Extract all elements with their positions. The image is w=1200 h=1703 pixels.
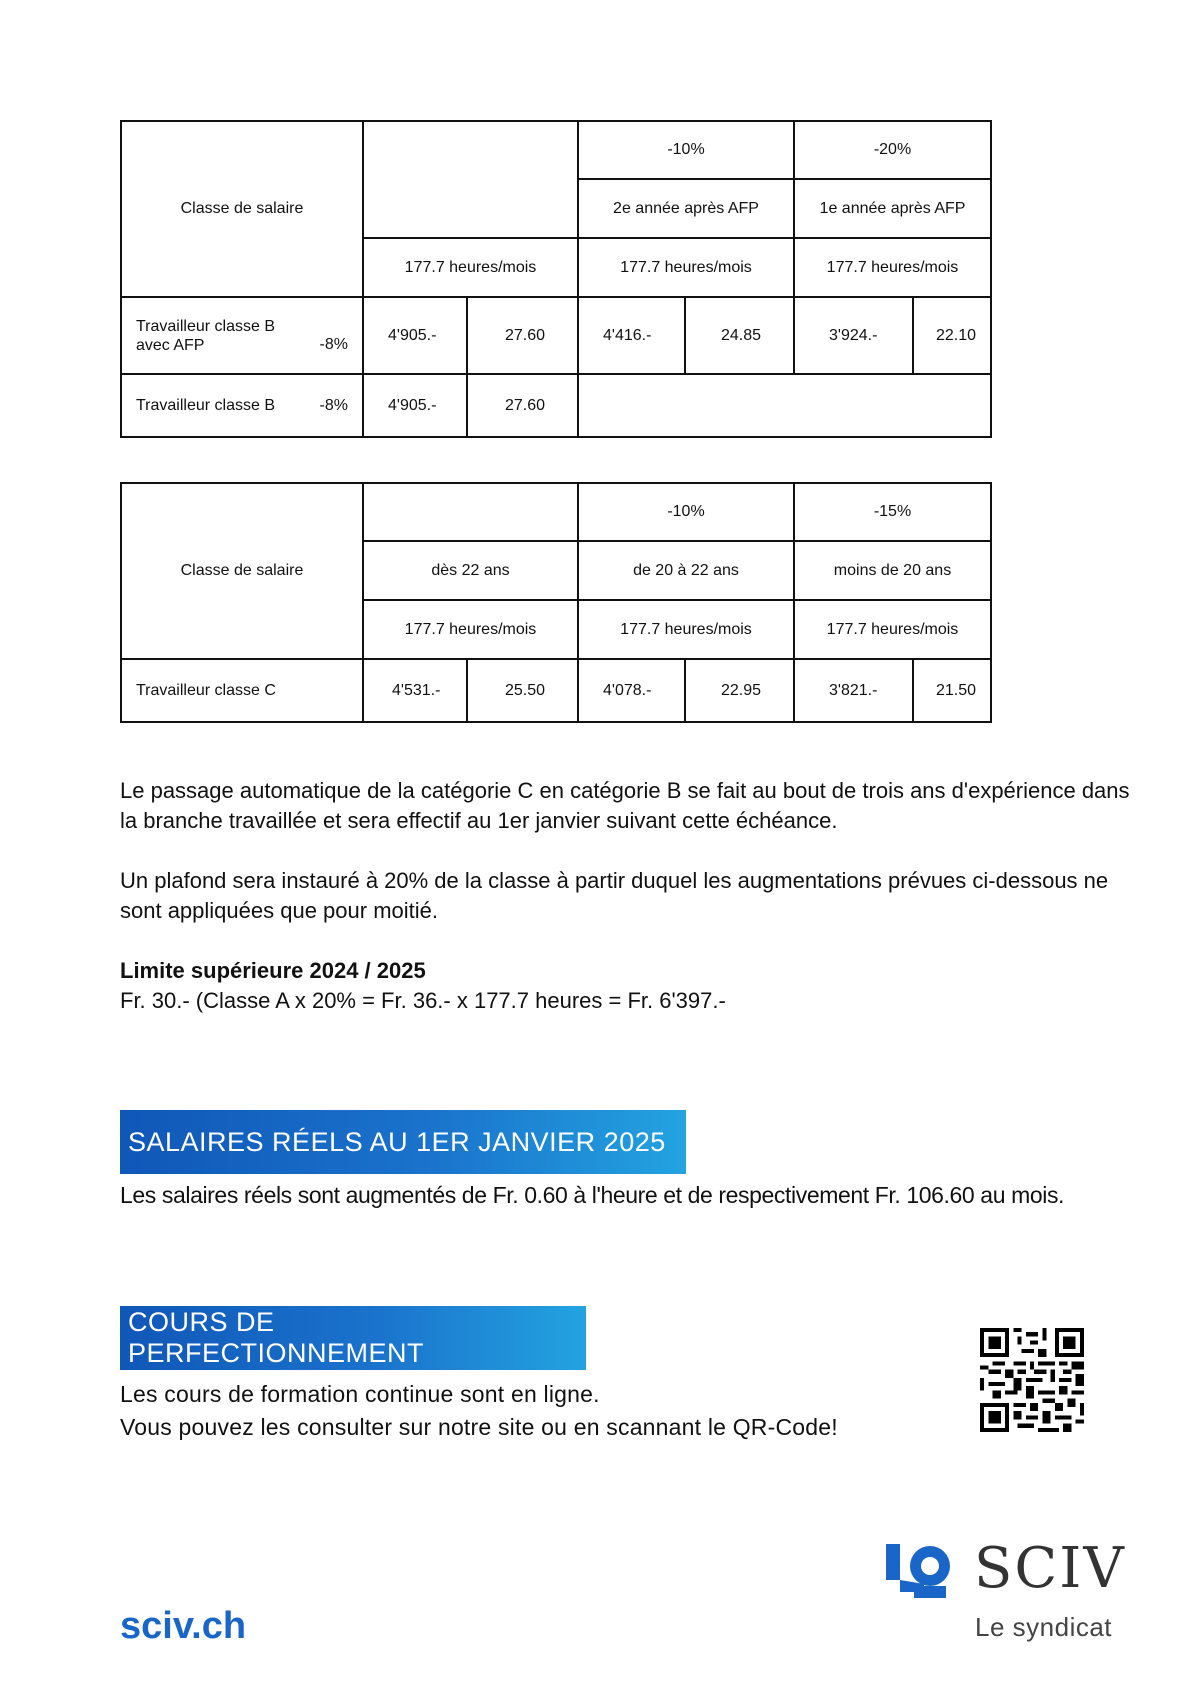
empty-header	[363, 121, 578, 238]
row-pct: -8%	[319, 335, 348, 353]
limit-title: Limite supérieure 2024 / 2025	[120, 958, 426, 983]
monthly-value: 4'078.-	[578, 659, 685, 722]
monthly-value: 4'531.-	[363, 659, 467, 722]
age-header: dès 22 ans	[363, 541, 578, 600]
hourly-value: 22.10	[913, 297, 991, 374]
hourly-value: 24.85	[685, 297, 794, 374]
logo-tagline: Le syndicat	[975, 1612, 1113, 1642]
hourly-value: 21.50	[913, 659, 991, 722]
hours-header: 177.7 heures/mois	[794, 600, 991, 659]
hourly-value: 27.60	[467, 374, 578, 437]
cours-line: Les cours de formation continue sont en ligne.	[120, 1381, 600, 1407]
class-header: Classe de salaire	[121, 483, 363, 659]
year-header: 2e année après AFP	[578, 179, 794, 238]
hourly-value: 25.50	[467, 659, 578, 722]
salary-table-class-b	[120, 120, 992, 438]
qr-code-icon[interactable]	[980, 1328, 1084, 1432]
paragraph-category-transition: Le passage automatique de la catégorie C en catégorie B se fait au bout de trois ans d'expérience dans la branche travaillée et sera effectif au 1er janvier suivant cette échéance.	[120, 778, 1130, 833]
section-banner-salaires: SALAIRES RÉELS AU 1ER JANVIER 2025	[120, 1110, 686, 1174]
row-label: Travailleur classe C	[121, 659, 363, 722]
pct-header: -20%	[794, 121, 991, 179]
monthly-value: 3'821.-	[794, 659, 913, 722]
hours-header: 177.7 heures/mois	[578, 238, 794, 297]
monthly-value: 4'905.-	[363, 374, 467, 437]
section-banner-cours: COURS DE PERFECTIONNEMENT	[120, 1306, 586, 1370]
cours-line: Vous pouvez les consulter sur notre site ou en scannant le QR-Code!	[120, 1414, 838, 1440]
empty-header	[363, 483, 578, 541]
table-row	[121, 659, 991, 722]
hours-header: 177.7 heures/mois	[363, 238, 578, 297]
monthly-value: 3'924.-	[794, 297, 913, 374]
table-row	[121, 374, 991, 437]
hours-header: 177.7 heures/mois	[578, 600, 794, 659]
year-header: 1e année après AFP	[794, 179, 991, 238]
table-row	[121, 297, 991, 374]
empty-cell	[578, 374, 991, 437]
class-header: Classe de salaire	[121, 121, 363, 297]
row-label	[121, 297, 363, 374]
limit-text: Fr. 30.- (Classe A x 20% = Fr. 36.- x 177.7 heures = Fr. 6'397.-	[120, 988, 726, 1013]
row-pct: -8%	[319, 396, 348, 414]
limit-block	[120, 956, 1140, 1016]
salaires-text: Les salaires réels sont augmentés de Fr. 0.60 à l'heure et de respectivement Fr. 106.60 au mois.	[120, 1182, 1065, 1208]
website-link[interactable]: sciv.ch	[120, 1605, 247, 1647]
age-header: moins de 20 ans	[794, 541, 991, 600]
hourly-value: 22.95	[685, 659, 794, 722]
paragraph-ceiling: Un plafond sera instauré à 20% de la classe à partir duquel les augmentations prévues ci-dessous ne sont appliquées que pour moitié.	[120, 868, 1109, 923]
salary-table-class-c	[120, 482, 992, 723]
monthly-value: 4'416.-	[578, 297, 685, 374]
row-label-text: Travailleur classe B avec AFP	[136, 317, 276, 354]
cours-text	[120, 1378, 838, 1444]
hourly-value: 27.60	[467, 297, 578, 374]
hours-header: 177.7 heures/mois	[363, 600, 578, 659]
age-header: de 20 à 22 ans	[578, 541, 794, 600]
sciv-logo-icon	[886, 1540, 956, 1598]
row-label-text: Travailleur classe B	[136, 396, 276, 414]
pct-header: -10%	[578, 121, 794, 179]
pct-header: -15%	[794, 483, 991, 541]
hours-header: 177.7 heures/mois	[794, 238, 991, 297]
monthly-value: 4'905.-	[363, 297, 467, 374]
logo-name: SCIV	[974, 1536, 1126, 1601]
row-label	[121, 374, 363, 437]
pct-header: -10%	[578, 483, 794, 541]
